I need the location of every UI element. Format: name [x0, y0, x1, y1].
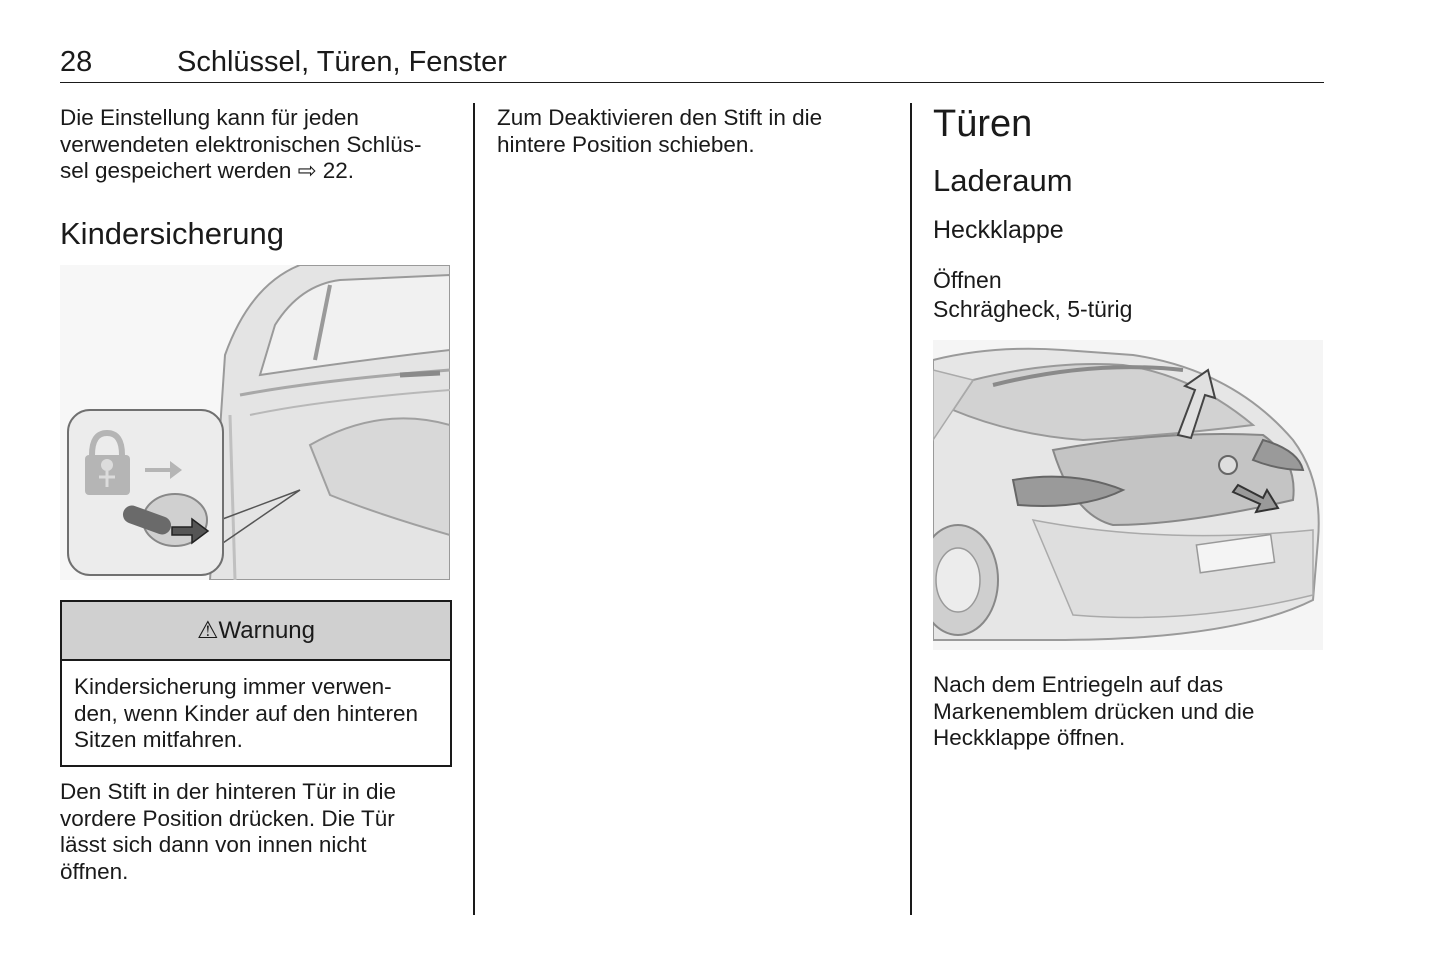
tailgate-line-3: Heckklappe öffnen. [933, 725, 1126, 750]
page-reference[interactable]: 22. [316, 158, 355, 183]
column-divider-1 [473, 103, 475, 915]
intro-paragraph [60, 105, 460, 185]
warning-box [60, 600, 452, 767]
door-drawing [60, 265, 450, 580]
heading-oeffnen: Öffnen [933, 267, 1002, 293]
pin-line-4: öffnen. [60, 858, 129, 884]
page-number: 28 [60, 46, 93, 78]
page-header [60, 44, 1324, 83]
tailgate-line-2: Markenemblem drücken und die [933, 698, 1255, 724]
warning-triangle-icon: ⚠ [196, 617, 219, 644]
heading-kindersicherung: Kindersicherung [60, 216, 285, 251]
intro-line-3: sel gespeichert werden [60, 158, 298, 183]
warning-line-3: Sitzen mitfahren. [74, 727, 243, 752]
pin-line-2: vordere Position drücken. Die Tür [60, 805, 395, 831]
warning-line-1: Kindersicherung immer verwen- [74, 674, 392, 699]
heading-laderaum: Laderaum [933, 163, 1073, 198]
warning-line-2: den, wenn Kinder auf den hinteren [74, 700, 419, 726]
car-rear-drawing [933, 340, 1323, 650]
arrow-reference-icon: ⇨ [297, 158, 317, 183]
column-divider-2 [910, 103, 912, 915]
deactivate-line-2: hintere Position schieben. [497, 131, 755, 157]
warning-header [62, 602, 450, 661]
child-lock-illustration [60, 265, 450, 580]
warning-title: Warnung [218, 616, 315, 644]
deactivate-line-1: Zum Deaktivieren den Stift in die [497, 105, 823, 130]
warning-text [62, 661, 450, 754]
heading-tueren: Türen [933, 103, 1033, 145]
heading-schraegheck: Schrägheck, 5-türig [933, 296, 1133, 322]
deactivate-paragraph [497, 105, 897, 158]
intro-line-2: verwendeten elektronischen Schlüs- [60, 131, 422, 157]
tailgate-line-1: Nach dem Entriegeln auf das [933, 672, 1224, 697]
chapter-title: Schlüssel, Türen, Fenster [177, 46, 507, 78]
heading-heckklappe: Heckklappe [933, 216, 1064, 244]
intro-line-1: Die Einstellung kann für jeden [60, 105, 359, 130]
tailgate-illustration [933, 340, 1323, 650]
pin-paragraph [60, 779, 460, 885]
pin-line-1: Den Stift in der hinteren Tür in die [60, 779, 397, 804]
tailgate-paragraph [933, 672, 1323, 752]
pin-line-3: lässt sich dann von innen nicht [60, 832, 367, 857]
